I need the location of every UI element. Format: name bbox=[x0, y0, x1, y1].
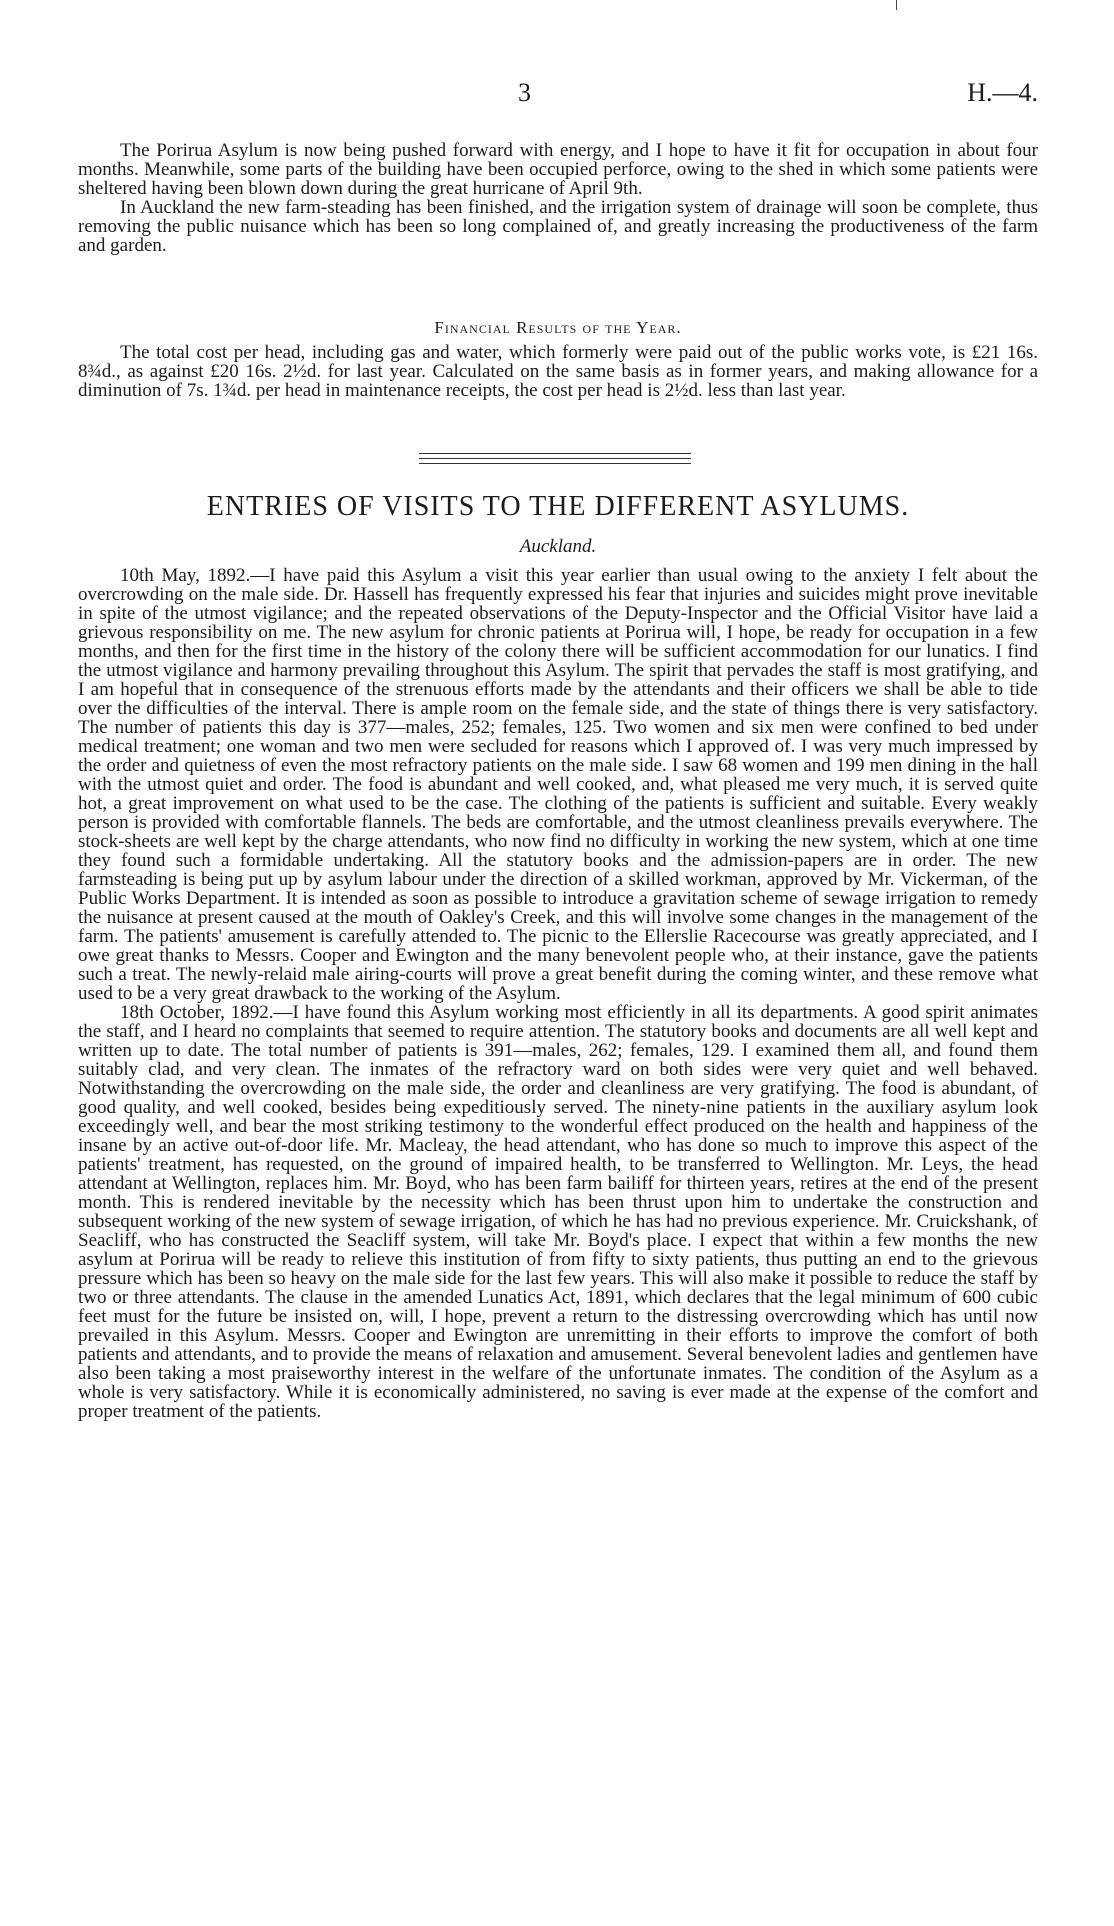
financial-paragraph: The total cost per head, including gas and water, which formerly were paid out of the public works vote, is £21 16s. 8¾d., as against £20 16s. 2½d. for last year. Calculated on the same basis as in former years, and making allowance for a diminution of 7s. 1¾d. per head in maintenance receipts, the cost per head is 2½d. less than last year. bbox=[78, 342, 1038, 401]
document-reference: H.—4. bbox=[967, 78, 1038, 107]
divider-line bbox=[419, 463, 691, 464]
divider-line bbox=[419, 458, 691, 459]
page-number: 3 bbox=[518, 78, 531, 107]
place-heading: Auckland. bbox=[519, 536, 597, 557]
intro-paragraph-auckland: In Auckland the new farm-steading has been finished, and the irrigation system of drainage will soon be complete, thus removing the public nuisance which has been so long complained of, and greatly increasing the productiveness of the farm and garden. bbox=[78, 197, 1038, 256]
intro-section bbox=[78, 141, 1038, 255]
entry-paragraph-october: 18th October, 1892.—I have found this Asylum working most efficiently in all its departments. A good spirit animates the staff, and I heard no complaints that seemed to require attention. The statutory books and documents are all well kept and written up to date. The total number of patients is 391—males, 262; females, 129. I examined them all, and found them suitably clad, and very clean. The inmates of the refractory ward on both sides were very quiet and well behaved. Notwithstanding the overcrowding on the male side, the order and cleanliness are very gratifying. The food is abundant, of good quality, and well cooked, besides being expeditiously served. The ninety-nine patients in the auxiliary asylum look exceedingly well, and bear the most striking testimony to the wonderful effect produced on the health and happiness of the insane by an active out-of-door life. Mr. Macleay, the head attendant, who has done so much to improve this aspect of the patients' treatment, has requested, on the ground of impaired health, to be transferred to Wellington. Mr. Leys, the head attendant at Wellington, replaces him. Mr. Boyd, who has been farm bailiff for thirteen years, retires at the end of the present month. This is rendered inevitable by the necessity which has been thrust upon him to undertake the construction and subsequent working of the new system of sewage irrigation, of which he has had no previous experience. Mr. Cruickshank, of Seacliff, who has constructed the Seacliff system, will take Mr. Boyd's place. I expect that within a few months the new asylum at Porirua will be ready to relieve this institution of from fifty to sixty patients, thus putting an end to the grievous pressure which has been so heavy on the male side for the last few years. This will also make it possible to reduce the staff by two or three attendants. The clause in the amended Lunatics Act, 1891, which declares that the legal minimum of 600 cubic feet must for the future be insisted on, will, I hope, prevent a return to the distressing overcrowding which has until now prevailed in this Asylum. Messrs. Cooper and Ewington are unremitting in their efforts to improve the comfort of both patients and attendants, and to provide the means of relaxation and amusement. Several benevolent ladies and gentlemen have also been taking a most praiseworthy interest in the welfare of the unfortunate inmates. The condition of the Asylum as a whole is very satisfactory. While it is economically administered, no saving is ever made at the expense of the comfort and proper treatment of the patients. bbox=[78, 1002, 1038, 1422]
financial-heading: Financial Results of the Year. bbox=[434, 318, 682, 337]
entries-title: ENTRIES OF VISITS TO THE DIFFERENT ASYLUMS. bbox=[206, 491, 910, 522]
section-divider bbox=[419, 453, 691, 465]
entry-paragraph-may: 10th May, 1892.—I have paid this Asylum a visit this year earlier than usual owing to the anxiety I felt about the overcrowding on the male side. Dr. Hassell has frequently expressed his fear that injuries and suicides might prove inevitable in spite of the utmost vigilance; and the repeated observations of the Deputy-Inspector and the Official Visitor have laid a grievous responsibility on me. The new asylum for chronic patients at Porirua will, I hope, be ready for occupation in a few months, and then for the first time in the history of the colony there will be sufficient accommodation for our lunatics. I find the utmost vigilance and harmony prevailing throughout this Asylum. The spirit that pervades the staff is most gratifying, and I am hopeful that in consequence of the strenuous efforts made by the attendants and their officers we shall be able to tide over the difficulties of the interval. There is ample room on the female side, and the state of things there is very satisfactory. The number of patients this day is 377—males, 252; females, 125. Two women and six men were confined to bed under medical treatment; one woman and two men were secluded for reasons which I approved of. I was very much impressed by the order and quietness of even the most refractory patients on the male side. I saw 68 women and 199 men dining in the hall with the utmost quiet and order. The food is abundant and well cooked, and, what pleased me very much, it is served quite hot, a great improvement on what used to be the case. The clothing of the patients is sufficient and suitable. Every weakly person is provided with comfortable flannels. The beds are comfortable, and the utmost cleanliness prevails everywhere. The stock-sheets are well kept by the charge attendants, who now find no difficulty in working the new system, which at one time they found such a formidable undertaking. All the statutory books and the admission-papers are in order. The new farmsteading is being put up by asylum labour under the direction of a skilled workman, approved by Mr. Vickerman, of the Public Works Department. It is intended as soon as possible to introduce a gravitation scheme of sewage irrigation to remedy the nuisance at present caused at the mouth of Oakley's Creek, and this will involve some changes in the management of the farm. The patients' amusement is carefully attended to. The picnic to the Ellerslie Racecourse was greatly appreciated, and I owe great thanks to Messrs. Cooper and Ewington and the many benevolent people who, at their instance, gave the patients such a treat. The newly-relaid male airing-courts will prove a great benefit during the coming winter, and these remove what used to be a very great drawback to the working of the Asylum. bbox=[78, 565, 1038, 1004]
page-header bbox=[78, 78, 1038, 112]
financial-section bbox=[78, 343, 1038, 400]
intro-paragraph-porirua: The Porirua Asylum is now being pushed forward with energy, and I hope to have it fit for occupation in about four months. Meanwhile, some parts of the building have been occupied perforce, owing to the shed in which some patients were sheltered having been blown down during the great hurricane of April 9th. bbox=[78, 140, 1038, 199]
entries-section bbox=[78, 566, 1038, 1421]
divider-line bbox=[419, 453, 691, 454]
scan-mark bbox=[896, 0, 897, 10]
